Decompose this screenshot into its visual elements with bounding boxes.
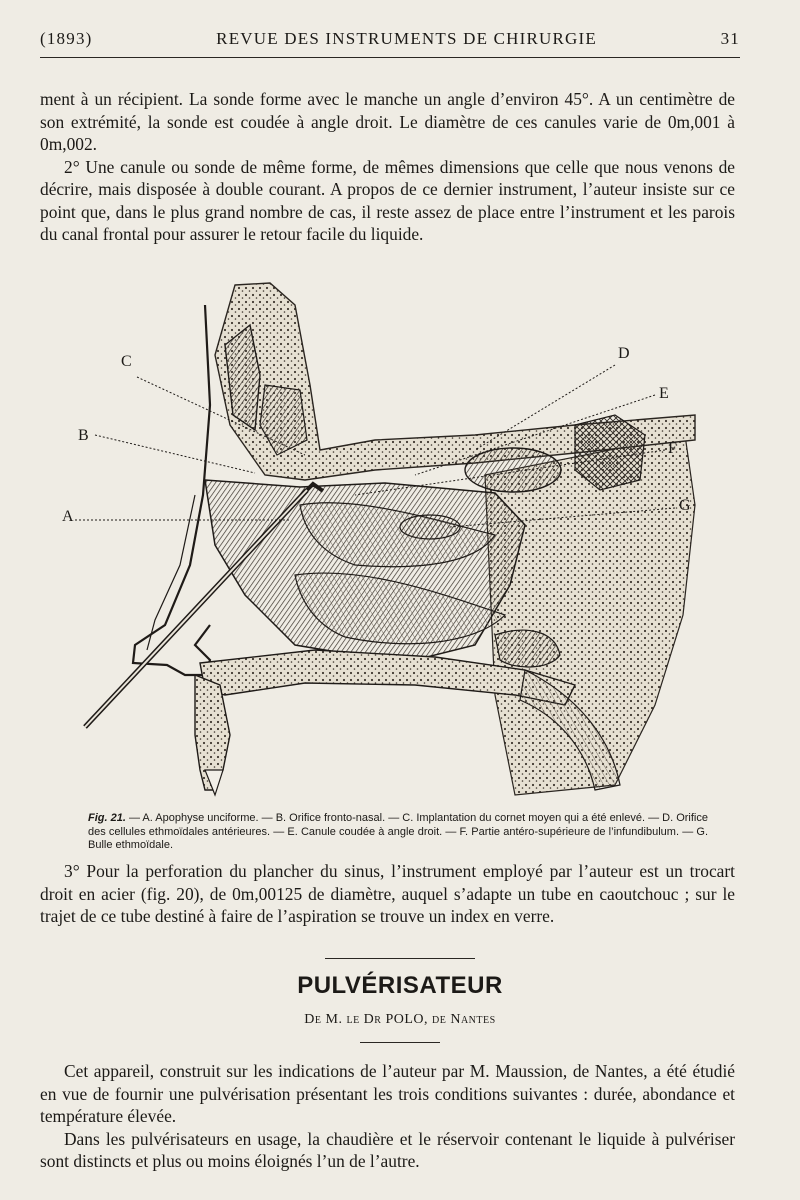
section-author: De M. le Dr POLO, de Nantes [304, 1012, 496, 1027]
paragraph-2: 2° Une canule ou sonde de même forme, de mêmes dimensions que celle que nous venons de décrire, mais disposée à double courant. A propos de ce dernier instrument, l’auteur insiste sur ce point que, dans le plus grand nombre de cas, il reste assez de place entre l’instrument et les parois du canal frontal pour assurer le retour facile du liquide. [40, 156, 735, 244]
figure-label-b: B [78, 427, 89, 444]
figure-caption-text: — A. Apophyse unciforme. — B. Orifice fronto-nasal. — C. Implantation du cornet moyen qui a été enlevé. — D. Orifice des cellules ethmoïdales antérieures. — E. Canule coudée à angle droit. — F. Partie antéro-supérieure de l’infundibulum. — G. Bulle ethmoïdale. [88, 812, 708, 851]
figure-caption [88, 812, 708, 853]
page-number: 31 [720, 29, 740, 48]
header-year: (1893) [40, 29, 93, 48]
section-paragraph-2: Dans les pulvérisateurs en usage, la chaudière et le réservoir contenant le liquide à pulvériser sont distincts et plus ou moins éloignés l’un de l’autre. [40, 1128, 735, 1171]
author-divider [360, 1042, 440, 1043]
figure-label-c: C [121, 353, 132, 370]
paragraph-1: ment à un récipient. La sonde forme avec le manche un angle d’environ 45°. A un centimètre de son extrémité, la sonde est coudée à angle droit. Le diamètre de ces canules varie de 0m,001 à 0m,002. [40, 89, 735, 154]
post-figure-text [40, 860, 735, 928]
nasal-cavity-engraving [55, 265, 745, 810]
header-title: REVUE DES INSTRUMENTS DE CHIRURGIE [216, 29, 597, 48]
figure-label-g: G [679, 497, 691, 514]
anatomical-figure [55, 265, 745, 810]
intro-text [40, 88, 735, 246]
figure-label-e: E [659, 385, 669, 402]
figure-number: Fig. 21. [88, 812, 126, 824]
section-text [40, 1060, 735, 1173]
section-title: PULVÉRISATEUR [297, 972, 503, 999]
paragraph-3: 3° Pour la perforation du plancher du sinus, l’instrument employé par l’auteur est un trocart droit en acier (fig. 20), de 0m,00125 de diamètre, auquel s’adapte un tube en caoutchouc ; sur le trajet de ce tube destiné à faire de l’aspiration se trouve un index en verre. [40, 861, 735, 926]
running-header [40, 22, 740, 56]
section-paragraph-1: Cet appareil, construit sur les indications de l’auteur par M. Maussion, de Nantes, a été étudié en vue de fournir une pulvérisation présentant les trois conditions suivantes : durée, abondance et température élevée. [40, 1061, 735, 1126]
section-divider [325, 958, 475, 959]
figure-label-d: D [618, 345, 630, 362]
header-rule [40, 57, 740, 58]
figure-label-f: F [668, 440, 677, 457]
figure-label-a: A [62, 508, 74, 525]
